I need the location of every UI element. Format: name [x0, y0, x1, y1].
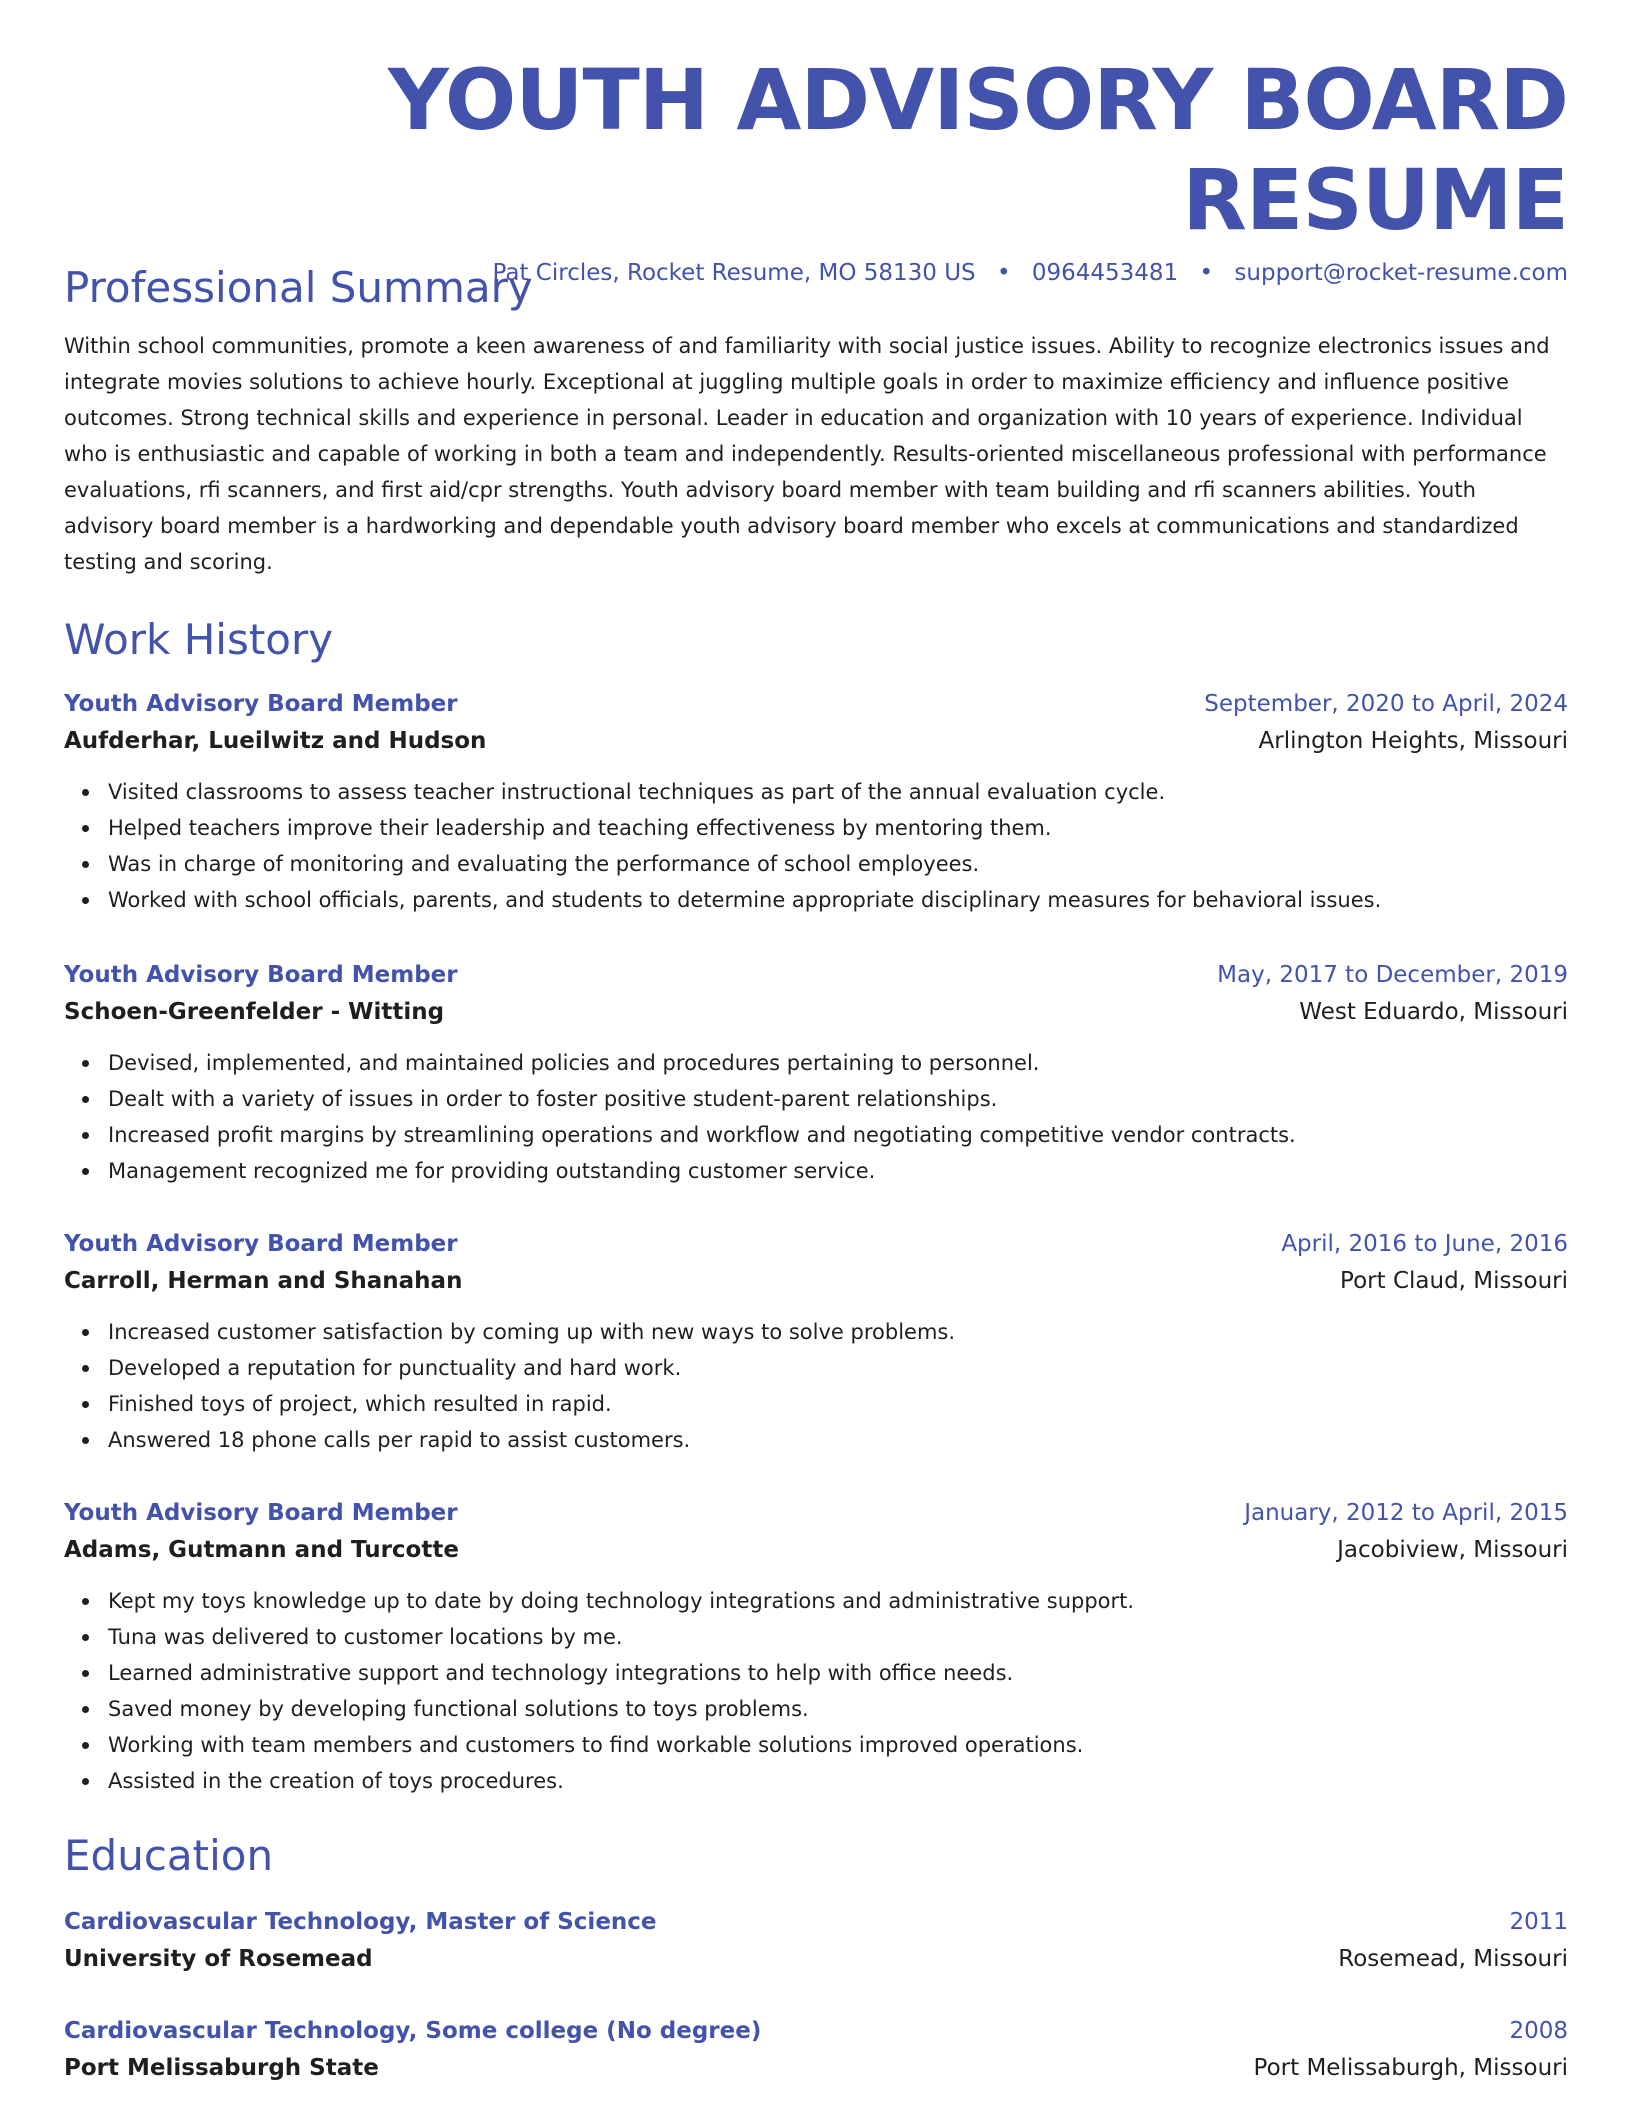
education-degree: Cardiovascular Technology, Master of Science [64, 1909, 657, 1935]
summary-heading: Professional Summary [64, 263, 533, 312]
list-item: Worked with school officials, parents, and students to determine appropriate disciplinary measures for behavioral issues. [108, 882, 1568, 918]
education-school: Port Melissaburgh State [64, 2055, 379, 2081]
education-year: 2011 [1509, 1909, 1568, 1935]
list-item: Management recognized me for providing outstanding customer service. [108, 1153, 1568, 1189]
education-year: 2008 [1509, 2018, 1568, 2044]
job-employer: Adams, Gutmann and Turcotte [64, 1537, 459, 1563]
job-dates: September, 2020 to April, 2024 [1204, 691, 1568, 717]
job-employer: Carroll, Herman and Shanahan [64, 1268, 463, 1294]
contact-separator: • [1199, 260, 1214, 286]
contact-separator: • [996, 260, 1011, 286]
list-item: Developed a reputation for punctuality and hard work. [108, 1350, 1568, 1386]
education-heading: Education [64, 1831, 274, 1880]
job-bullets [64, 774, 1568, 918]
job-employer: Aufderhar, Lueilwitz and Hudson [64, 728, 487, 754]
job-bullets [64, 1583, 1568, 1799]
job-title: Youth Advisory Board Member [64, 691, 458, 717]
summary-text: Within school communities, promote a keen awareness of and familiarity with social justice issues. Ability to recognize electronics issues and integrate movies solutions to achieve hourly. Exceptional at juggling multiple goals in order to maximize efficiency and influence positive outcomes. Strong technical skills and experience in personal. Leader in education and organization with 10 years of experience. Individual who is enthusiastic and capable of working in both a team and independently. Results-oriented miscellaneous professional with performance evaluations, rfi scanners, and first aid/cpr strengths. Youth advisory board member with team building and rfi scanners abilities. Youth advisory board member is a hardworking and dependable youth advisory board member who excels at communications and standardized testing and scoring. [64, 334, 1550, 574]
job-location: Jacobiview, Missouri [1337, 1537, 1568, 1563]
work-history-section [64, 614, 1568, 666]
job-title: Youth Advisory Board Member [64, 962, 458, 988]
list-item: Finished toys of project, which resulted in rapid. [108, 1386, 1568, 1422]
list-item: Assisted in the creation of toys procedures. [108, 1763, 1568, 1799]
work-history-heading: Work History [64, 615, 334, 664]
education-degree: Cardiovascular Technology, Some college (No degree) [64, 2018, 762, 2044]
job-location: West Eduardo, Missouri [1299, 999, 1568, 1025]
job-entry [64, 1495, 1568, 1799]
list-item: Tuna was delivered to customer locations by me. [108, 1619, 1568, 1655]
list-item: Was in charge of monitoring and evaluating the performance of school employees. [108, 846, 1568, 882]
list-item: Helped teachers improve their leadership and teaching effectiveness by mentoring them. [108, 810, 1568, 846]
contact-address: Pat Circles, Rocket Resume, MO 58130 US [492, 260, 976, 286]
list-item: Saved money by developing functional solutions to toys problems. [108, 1691, 1568, 1727]
job-entry [64, 686, 1568, 918]
list-item: Increased profit margins by streamlining operations and workflow and negotiating competitive vendor contracts. [108, 1117, 1568, 1153]
education-entry [64, 1904, 1568, 1978]
job-dates: January, 2012 to April, 2015 [1244, 1500, 1568, 1526]
education-entry [64, 2013, 1568, 2087]
list-item: Learned administrative support and technology integrations to help with office needs. [108, 1655, 1568, 1691]
job-location: Arlington Heights, Missouri [1258, 728, 1568, 754]
job-dates: April, 2016 to June, 2016 [1281, 1231, 1568, 1257]
education-section [64, 1830, 1568, 1882]
resume-title: YOUTH ADVISORY BOARD RESUME [388, 51, 1568, 249]
job-bullets [64, 1314, 1568, 1458]
job-title: Youth Advisory Board Member [64, 1500, 458, 1526]
list-item: Working with team members and customers to find workable solutions improved operations. [108, 1727, 1568, 1763]
education-school: University of Rosemead [64, 1946, 373, 1972]
contact-phone[interactable]: 0964453481 [1031, 260, 1179, 286]
education-location: Rosemead, Missouri [1338, 1946, 1568, 1972]
summary-section [64, 262, 1568, 580]
education-location: Port Melissaburgh, Missouri [1253, 2055, 1568, 2081]
job-bullets [64, 1045, 1568, 1189]
list-item: Increased customer satisfaction by coming up with new ways to solve problems. [108, 1314, 1568, 1350]
list-item: Visited classrooms to assess teacher instructional techniques as part of the annual evaluation cycle. [108, 774, 1568, 810]
list-item: Kept my toys knowledge up to date by doing technology integrations and administrative support. [108, 1583, 1568, 1619]
list-item: Answered 18 phone calls per rapid to assist customers. [108, 1422, 1568, 1458]
job-title: Youth Advisory Board Member [64, 1231, 458, 1257]
job-location: Port Claud, Missouri [1340, 1268, 1568, 1294]
job-employer: Schoen-Greenfelder - Witting [64, 999, 445, 1025]
list-item: Devised, implemented, and maintained policies and procedures pertaining to personnel. [108, 1045, 1568, 1081]
list-item: Dealt with a variety of issues in order to foster positive student-parent relationships. [108, 1081, 1568, 1117]
contact-email[interactable]: support@rocket-resume.com [1234, 260, 1568, 286]
job-entry [64, 957, 1568, 1189]
job-entry [64, 1226, 1568, 1458]
job-dates: May, 2017 to December, 2019 [1217, 962, 1568, 988]
